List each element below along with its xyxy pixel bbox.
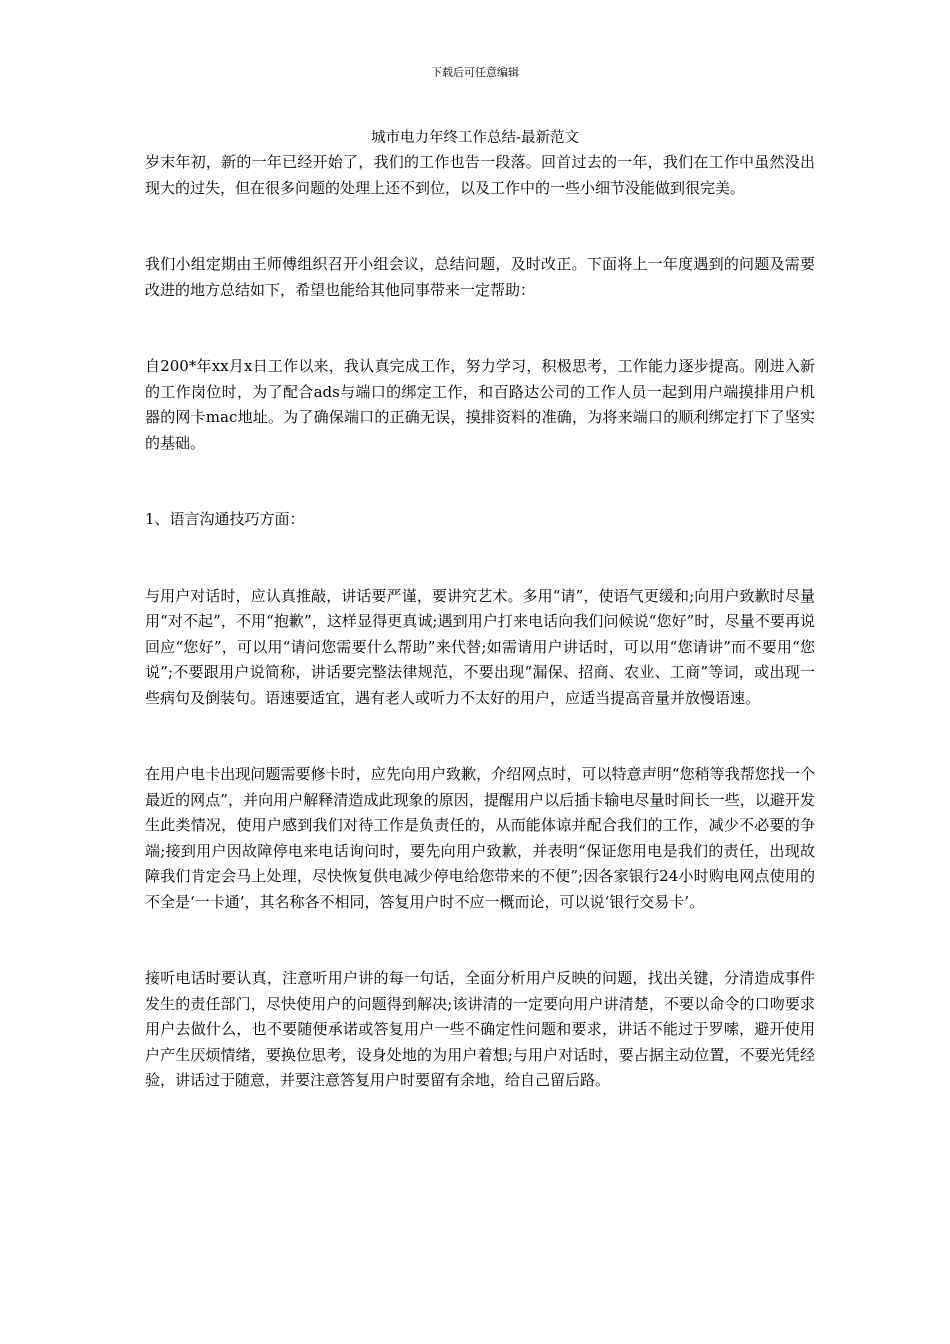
paragraph-intro: 岁末年初，新的一年已经开始了，我们的工作也告一段落。回首过去的一年，我们在工作中虽然没出现大的过失，但在很多问题的处理上还不到位，以及工作中的一些小细节没能做到很完美。	[145, 153, 815, 197]
paragraph-work-history: 自200*年xx月x日工作以来，我认真完成工作，努力学习，积极思考，工作能力逐步提高。刚进入新的工作岗位时，为了配合ads与端口的绑定工作，和百路达公司的工作人员一起到用户端摸排用户机器的网卡mac地址。为了确保端口的正确无误，摸排资料的准确，为将来端口的顺利绑定打下了坚实的基础。	[145, 357, 815, 452]
paragraph-spacer	[145, 201, 815, 252]
document-body	[145, 150, 815, 1094]
header-note: 下载后可任意编辑	[431, 66, 519, 79]
paragraph-spacer	[145, 533, 815, 584]
paragraph-spacer	[145, 711, 815, 762]
paragraph-dialogue: 与用户对话时，应认真推敲，讲话要严谨，要讲究艺术。多用“请”，使语气更缓和;向用户致歉时尽量用“对不起”，不用“抱歉”，这样显得更真诚;遇到用户打来电话向我们问候说“您好”时，尽量不要再说回应“您好”，可以用“请问您需要什么帮助”来代替;如需请用户讲话时，可以用“您请讲”而不要用“您说”;不要跟用户说简称，讲话要完整法律规范，不要出现“漏保、招商、农业、工商”等词，或出现一些病句及倒装句。语速要适宜，遇有老人或听力不太好的用户，应适当提高音量并放慢语速。	[145, 586, 815, 707]
paragraph-phone: 接听电话时要认真，注意听用户讲的每一句话，全面分析用户反映的问题，找出关键，分清造成事件发生的责任部门，尽快使用户的问题得到解决;该讲清的一定要向用户讲清楚，不要以命令的口吻要求用户去做什么，也不要随便承诺或答复用户一些不确定性问题和要求，讲话不能过于罗嗦，避开使用户产生厌烦情绪，要换位思考，设身处地的为用户着想;与用户对话时，要占据主动位置，不要光凭经验，讲话过于随意，并要注意答复用户时要留有余地，给自己留后路。	[145, 969, 815, 1089]
paragraph-spacer	[145, 915, 815, 966]
paragraph-card-repair: 在用户电卡出现问题需要修卡时，应先向用户致歉，介绍网点时，可以特意声明“您稍等我帮您找一个最近的网点”，并向用户解释清造成此现象的原因，提醒用户以后插卡输电尽量时间长一些，以避开发生此类情况，使用户感到我们对待工作是负责任的，从而能体谅并配合我们的工作，减少不必要的争端;接到用户因故障停电来电话询问时，要先向用户致歉，并表明“保证您用电是我们的责任，出现故障我们肯定会马上处理，尽快恢复供电减少停电给您带来的不便”;因各家银行24小时购电网点使用的不全是‘一卡通’，其名称各不相同，答复用户时不应一概而论，可以说‘银行交易卡’。	[145, 765, 815, 911]
section-heading-communication: 1、语言沟通技巧方面：	[145, 510, 305, 528]
paragraph-meeting: 我们小组定期由王师傅组织召开小组会议，总结问题，及时改正。下面将上一年度遇到的问题及需要改进的地方总结如下，希望也能给其他同事带来一定帮助：	[145, 255, 815, 299]
document-title: 城市电力年终工作总结-最新范文	[371, 130, 579, 146]
paragraph-spacer	[145, 303, 815, 354]
paragraph-spacer	[145, 456, 815, 507]
